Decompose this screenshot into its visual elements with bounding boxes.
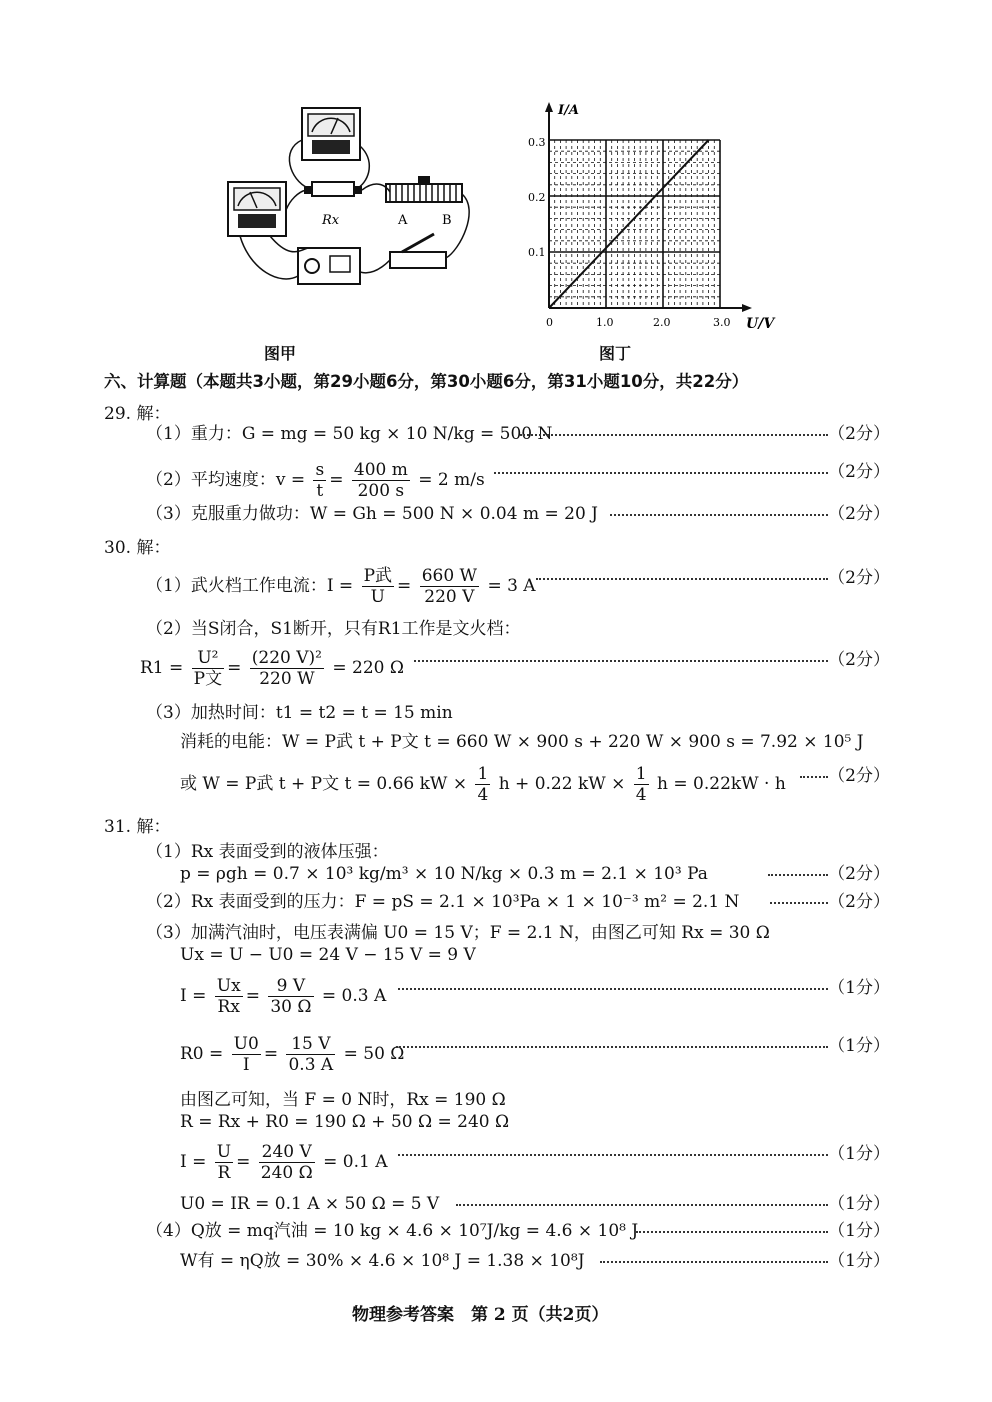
voltmeter xyxy=(302,108,360,160)
section-title: 六、计算题（本题共3小题，第29小题6分，第30小题6分，第31小题10分，共22分） xyxy=(104,372,749,391)
q30-l3: R1 = $\frac{\text{U²}}{\text{P文}}$ = $\frac{\text{(220 V)²}}{220 W}$ = 220 Ω xyxy=(140,648,405,689)
y-tick-0.3: 0.3 xyxy=(528,136,546,149)
dot-leader xyxy=(456,1204,828,1206)
fraction xyxy=(215,1142,233,1183)
fraction xyxy=(475,764,490,805)
q31-l13: W有 = ηQ放 = 30% × 4.6 × 10⁸ J = 1.38 × 10⁸J xyxy=(180,1251,585,1271)
dot-leader xyxy=(768,874,828,876)
denominator: 200 s xyxy=(357,481,405,501)
numerator: 15 V xyxy=(286,1034,335,1055)
x-tick-3.0: 3.0 xyxy=(713,316,731,329)
score: （1分） xyxy=(828,1194,890,1214)
figure-ding-graph xyxy=(520,100,790,335)
fraction xyxy=(215,976,243,1017)
q31-l6: I = $\frac{Ux}{Rx}$ = $\frac{9 V}{30 \Omega}$ = 0.3 A xyxy=(180,976,387,1017)
dot-leader xyxy=(636,1231,828,1233)
denominator: R xyxy=(217,1163,231,1183)
numerator: Ux xyxy=(216,976,241,996)
q29-l2: （2）平均速度：v = $\frac{s}{t}$ = $\frac{400 m}{200 s}$ = 2 m/s xyxy=(146,460,485,501)
q31-l9: R = Rx + R0 = 190 Ω + 50 Ω = 240 Ω xyxy=(180,1112,510,1132)
dot-leader xyxy=(800,776,828,778)
x-axis-label: U/V xyxy=(746,316,775,332)
fraction xyxy=(286,1034,335,1075)
denominator: 4 xyxy=(477,785,489,805)
numerator: s xyxy=(315,460,325,480)
dot-leader xyxy=(396,1046,828,1048)
numerator: U² xyxy=(192,648,224,669)
dot-leader xyxy=(398,1154,828,1156)
q31-l6-pre: I = xyxy=(180,986,207,1006)
denominator: Rx xyxy=(217,997,240,1017)
score: （1分） xyxy=(828,1251,890,1271)
dot-leader xyxy=(770,902,828,904)
score: （2分） xyxy=(828,568,890,588)
q30-l2: （2）当S闭合，S1断开，只有R1工作是文火档： xyxy=(146,619,521,639)
q30-l6-pre: 或 W = P武 t + P文 t = 0.66 kW × xyxy=(180,774,468,794)
q31-l5: Ux = U − U0 = 24 V − 15 V = 9 V xyxy=(180,945,476,965)
denominator: t xyxy=(316,481,324,501)
rx-label: Rx xyxy=(322,213,340,228)
dot-leader xyxy=(520,434,828,436)
denominator: P文 xyxy=(193,669,223,689)
ammeter xyxy=(228,182,286,236)
q31-head: 31. 解： xyxy=(104,817,171,837)
q31-l10: I = $\frac{U}{R}$ = $\frac{240 V}{240 \Omega}$ = 0.1 A xyxy=(180,1142,388,1183)
q31-l10-post: = 0.1 A xyxy=(323,1152,388,1172)
q31-l6-post: = 0.3 A xyxy=(321,986,387,1006)
q30-line-3 xyxy=(0,640,992,690)
denominator: 240 Ω xyxy=(260,1163,313,1183)
denominator: 220 V xyxy=(424,587,475,607)
numerator: 1 xyxy=(635,764,647,784)
x-tick-2.0: 2.0 xyxy=(653,316,671,329)
dot-leader xyxy=(600,1261,828,1263)
q30-head: 30. 解： xyxy=(104,538,171,558)
resistor-rx xyxy=(304,182,362,196)
fraction xyxy=(259,1142,315,1183)
q31-l8: 由图乙可知，当 F = 0 N时，Rx = 190 Ω xyxy=(180,1090,506,1110)
fraction xyxy=(420,566,479,607)
score: （1分） xyxy=(828,978,890,998)
q29-l2-pre: （2）平均速度：v = xyxy=(146,470,306,490)
fraction xyxy=(352,460,410,501)
q31-l10-pre: I = xyxy=(180,1152,207,1172)
q30-l3-post: = 220 Ω xyxy=(332,658,405,678)
fraction xyxy=(268,976,313,1017)
x-axis-arrow xyxy=(742,304,752,312)
numerator: (220 V)² xyxy=(251,648,322,668)
q31-l4: （3）加满汽油时，电压表满偏 U0 = 15 V；F = 2.1 N，由图乙可知 Rx = 30 Ω xyxy=(146,923,770,943)
q30-l1: （1）武火档工作电流：I = $\frac{\text{P武}}{U}$ = $\frac{660 W}{220 V}$ = 3 A xyxy=(146,566,536,607)
q29-l1: （1）重力：G = mg = 50 kg × 10 N/kg = 500 N xyxy=(146,424,553,444)
q31-l1: （1）Rx 表面受到的液体压强： xyxy=(146,842,389,862)
score: （1分） xyxy=(828,1036,890,1056)
switch xyxy=(390,234,446,268)
fraction xyxy=(362,566,394,607)
numerator: 660 W xyxy=(421,566,478,586)
power-supply xyxy=(298,248,360,284)
score: （2分） xyxy=(828,424,890,444)
fraction xyxy=(250,648,324,689)
q29-l3: （3）克服重力做功：W = Gh = 500 N × 0.04 m = 20 J xyxy=(146,504,598,524)
q31-l7-post: = 50 Ω xyxy=(343,1044,405,1064)
denominator: 0.3 A xyxy=(288,1055,334,1075)
q30-l1-pre: （1）武火档工作电流：I = xyxy=(146,576,354,596)
numerator: 400 m xyxy=(353,460,408,480)
coil-label-a: A xyxy=(398,213,408,228)
score: （2分） xyxy=(828,650,890,670)
denominator: I xyxy=(242,1055,250,1075)
coil-label-b: B xyxy=(442,213,452,228)
denominator: U xyxy=(370,587,385,607)
numerator: 9 V xyxy=(268,976,313,997)
numerator: P武 xyxy=(363,566,393,586)
q30-l4: （3）加热时间：t1 = t2 = t = 15 min xyxy=(146,703,453,723)
q29-line-1 xyxy=(0,422,992,458)
q31-l11: U0 = IR = 0.1 A × 50 Ω = 5 V xyxy=(180,1194,440,1214)
fraction xyxy=(313,460,326,501)
graph-grid xyxy=(549,140,720,308)
y-axis-arrow xyxy=(545,102,553,112)
figure-jia-circuit xyxy=(190,100,490,300)
q30-l3-pre: R1 = xyxy=(140,658,184,678)
dot-leader xyxy=(398,988,828,990)
score: （1分） xyxy=(828,1144,890,1164)
q31-l7-pre: R0 = xyxy=(180,1044,224,1064)
x-tick-1.0: 1.0 xyxy=(596,316,614,329)
q31-l7: R0 = $\frac{U0}{I}$ = $\frac{15 V}{0.3 A}$ = 50 Ω xyxy=(180,1034,405,1075)
score: （2分） xyxy=(828,864,890,884)
score: （2分） xyxy=(828,766,890,786)
q30-line-6 xyxy=(0,752,992,805)
q31-line-6 xyxy=(0,968,992,1018)
solenoid xyxy=(386,176,462,202)
q31-line-10 xyxy=(0,1134,992,1184)
y-tick-0.1: 0.1 xyxy=(528,246,546,259)
y-tick-0.2: 0.2 xyxy=(528,191,546,204)
fraction xyxy=(232,1034,261,1075)
q30-l1-post: = 3 A xyxy=(487,576,536,596)
dot-leader xyxy=(414,660,828,662)
page-footer: 物理参考答案 第 2 页（共2页） xyxy=(352,1305,609,1325)
numerator: 240 V xyxy=(259,1142,315,1163)
q29-l2-post: = 2 m/s xyxy=(418,470,485,490)
score: （2分） xyxy=(828,504,890,524)
numerator: U0 xyxy=(233,1034,259,1054)
q30-l6 xyxy=(180,764,786,805)
q30-l5: 消耗的电能：W = P武 t + P文 t = 660 W × 900 s + 220 W × 900 s = 7.92 × 10⁵ J xyxy=(180,732,864,752)
score: （1分） xyxy=(828,1221,890,1241)
q31-line-13 xyxy=(0,1249,992,1285)
fraction xyxy=(634,764,649,805)
denominator: 220 W xyxy=(259,669,315,689)
figure-jia-caption: 图甲 xyxy=(264,344,297,363)
q31-l2: p = ρgh = 0.7 × 10³ kg/m³ × 10 N/kg × 0.3 m = 2.1 × 10³ Pa xyxy=(180,864,708,884)
y-axis-label: I/A xyxy=(558,103,579,118)
q31-l12: （4）Q放 = mq汽油 = 10 kg × 4.6 × 10⁷J/kg = 4.6 × 10⁸ J xyxy=(146,1221,639,1241)
dot-leader xyxy=(536,578,828,580)
q30-l6-post: h = 0.22kW · h xyxy=(657,774,786,794)
denominator: 30 Ω xyxy=(270,997,312,1017)
dot-leader xyxy=(494,472,828,474)
x-tick-0: 0 xyxy=(546,316,553,329)
score: （2分） xyxy=(828,892,890,912)
figure-ding-caption: 图丁 xyxy=(599,344,632,363)
q31-l3: （2）Rx 表面受到的压力：F = pS = 2.1 × 10³Pa × 1 × 10⁻³ m² = 2.1 N xyxy=(146,892,740,912)
fraction xyxy=(192,648,224,689)
numerator: U xyxy=(216,1142,232,1162)
numerator: 1 xyxy=(477,764,489,784)
denominator: 4 xyxy=(635,785,647,805)
score: （2分） xyxy=(828,462,890,482)
dot-leader xyxy=(610,514,828,516)
q30-line-1 xyxy=(0,558,992,608)
q30-l6-mid: h + 0.22 kW × xyxy=(498,774,626,794)
q29-head: 29. 解： xyxy=(104,404,171,424)
q31-line-7 xyxy=(0,1026,992,1076)
q29-line-2 xyxy=(0,454,992,500)
